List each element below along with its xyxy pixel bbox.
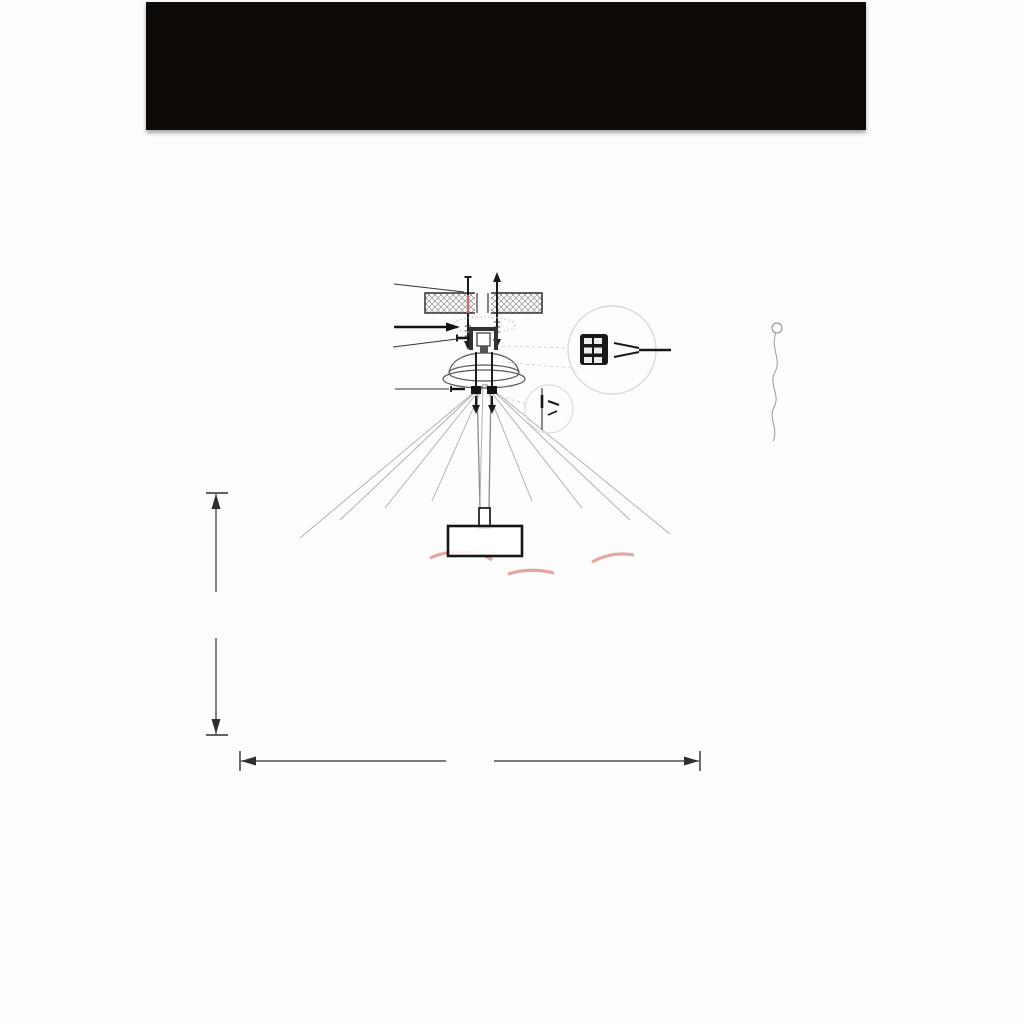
assembly-diagram [180, 268, 880, 788]
wire-connector-detail [502, 306, 671, 394]
canopy [443, 353, 525, 388]
width-dimension [240, 751, 700, 771]
brand-banner [146, 2, 866, 130]
mounting-bracket [453, 317, 515, 353]
height-dimension [206, 493, 228, 735]
banner-art [146, 2, 866, 130]
cable-grip-detail [500, 385, 573, 433]
center-body [448, 508, 522, 556]
crystal-strand [772, 323, 782, 441]
ceiling-bar [425, 292, 542, 315]
